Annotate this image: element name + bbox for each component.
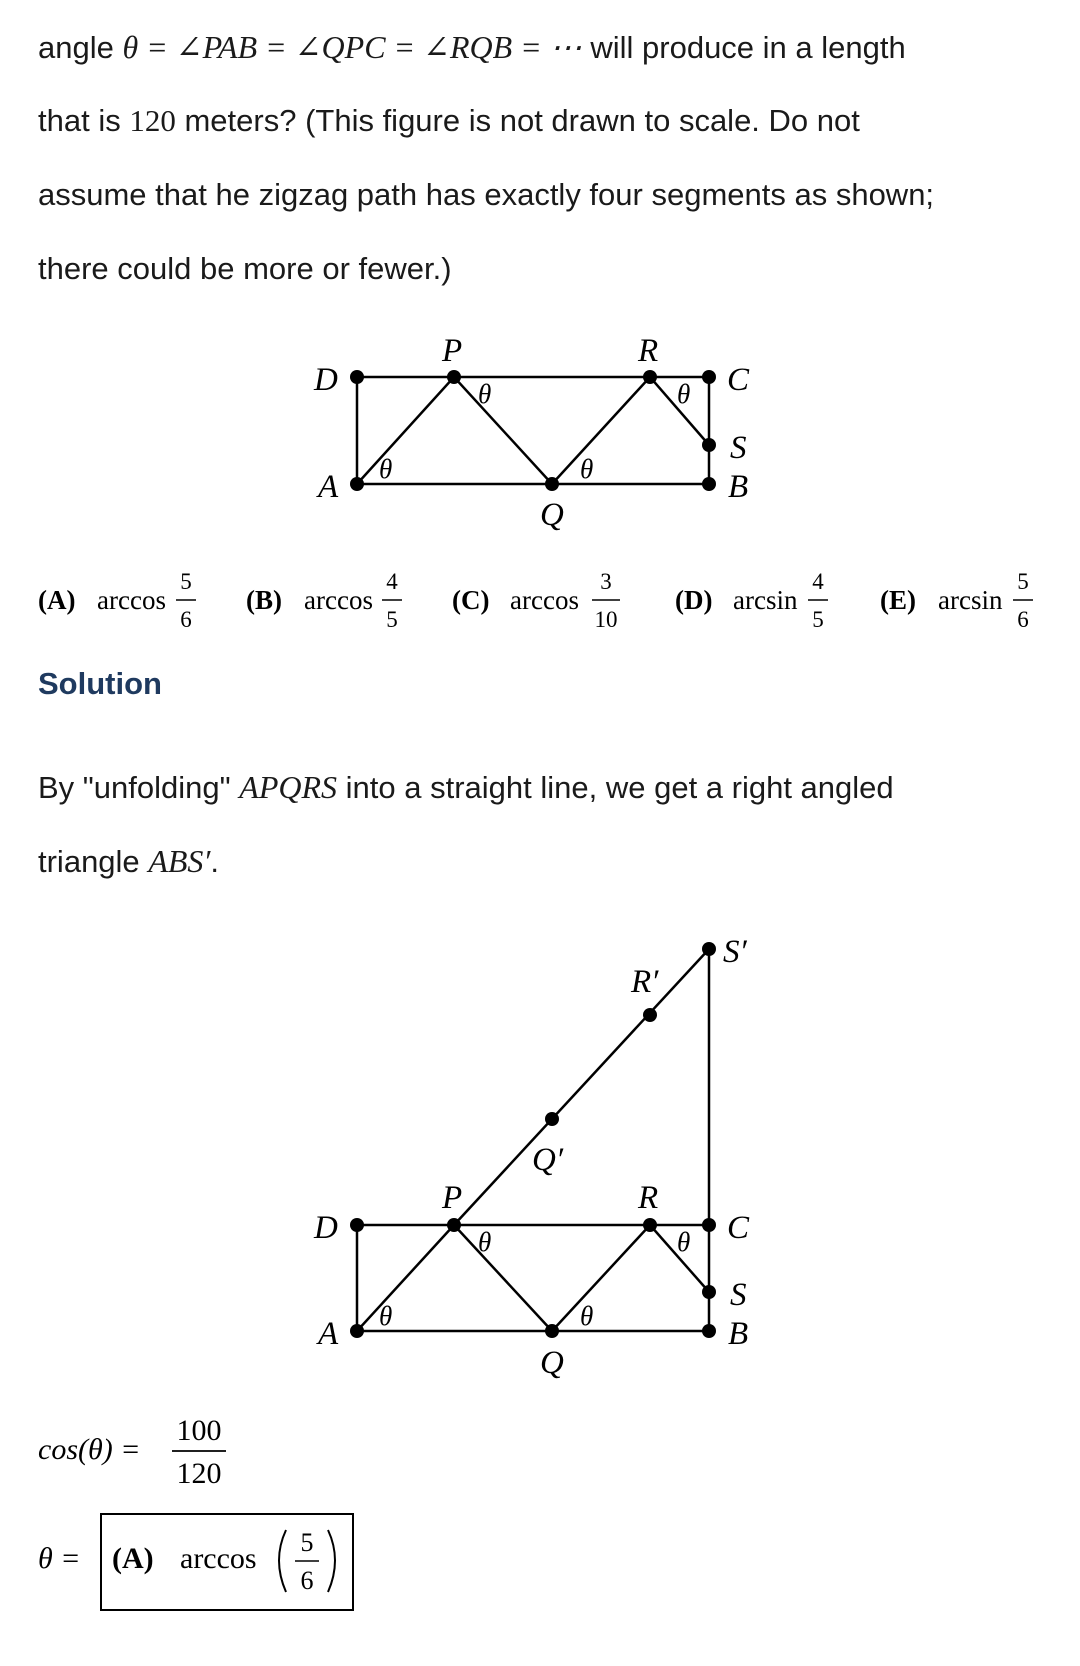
cos-denominator: 120: [176, 1457, 222, 1490]
choice-denominator: 5: [386, 607, 398, 632]
solution-line-1: [38, 750, 1048, 825]
label-D: D: [314, 1210, 338, 1246]
choice-numerator: 5: [1017, 569, 1029, 594]
theta-label: θ: [478, 1227, 492, 1257]
solution-text: By "unfolding": [38, 770, 231, 805]
choice-letter: (B): [246, 585, 282, 615]
problem-text: will produce in a length: [590, 30, 906, 65]
path-name: APQRS: [239, 769, 338, 805]
segment-AP: [357, 1225, 454, 1331]
segment-QR: [552, 1225, 650, 1331]
choice-B: [246, 569, 402, 632]
point-R: [643, 1218, 657, 1232]
problem-text: meters? (This figure is not drawn to scale. Do not: [184, 103, 860, 138]
choice-denominator: 10: [594, 607, 618, 632]
segment-QR: [552, 377, 650, 484]
choice-E: [880, 569, 1033, 632]
label-D: D: [314, 362, 338, 398]
choice-numerator: 5: [180, 569, 192, 594]
label-Q: Q: [540, 497, 564, 533]
theta-label: θ: [677, 379, 691, 409]
segment-PQ: [454, 377, 552, 484]
choice-denominator: 6: [180, 607, 192, 632]
cos-equation: [38, 1414, 226, 1490]
point-R: [643, 370, 657, 384]
choice-letter: (A): [38, 585, 76, 615]
point-Q: [545, 1324, 559, 1338]
choice-numerator: 4: [812, 569, 824, 594]
label-R-prime: R′: [631, 964, 659, 1000]
point-A: [350, 477, 364, 491]
point-S-prime: [702, 942, 716, 956]
label-A: A: [318, 1316, 339, 1352]
choice-letter: (D): [675, 585, 713, 615]
choice-denominator: 6: [1017, 607, 1029, 632]
segment-P-S-prime: [454, 949, 709, 1225]
point-S: [702, 438, 716, 452]
point-D: [350, 370, 364, 384]
label-A: A: [318, 469, 339, 505]
choice-numerator: 4: [386, 569, 398, 594]
solution-line-2: [38, 824, 1048, 899]
theta-label: θ: [677, 1227, 691, 1257]
label-Q-prime: Q′: [532, 1142, 564, 1178]
segment-AP: [357, 377, 454, 484]
point-Q-prime: [545, 1112, 559, 1126]
label-P: P: [442, 1180, 463, 1216]
problem-line-4: there could be more or fewer.): [38, 251, 452, 286]
answer-function: arccos: [180, 1542, 257, 1575]
choice-function: arcsin: [938, 585, 1003, 615]
segment-PQ: [454, 1225, 552, 1331]
choice-function: arccos: [510, 585, 579, 615]
point-B: [702, 477, 716, 491]
choice-letter: (C): [452, 585, 490, 615]
label-B: B: [728, 1316, 749, 1352]
point-C: [702, 370, 716, 384]
point-B: [702, 1324, 716, 1338]
choice-function: arccos: [97, 585, 166, 615]
choice-D: [675, 569, 828, 632]
choice-numerator: 3: [600, 569, 612, 594]
choice-denominator: 5: [812, 607, 824, 632]
figure-1: [357, 377, 709, 484]
answer-denominator: 6: [300, 1566, 314, 1595]
point-A: [350, 1324, 364, 1338]
label-C: C: [727, 362, 750, 398]
label-Q: Q: [540, 1345, 564, 1381]
point-P: [447, 1218, 461, 1232]
point-D: [350, 1218, 364, 1232]
theta-label: θ: [580, 454, 594, 484]
label-R: R: [638, 333, 659, 369]
solution-heading: Solution: [38, 666, 162, 701]
choice-function: arcsin: [733, 585, 798, 615]
length-value: 120: [129, 103, 176, 138]
choice-function: arccos: [304, 585, 373, 615]
label-R: R: [638, 1180, 659, 1216]
point-R-prime: [643, 1008, 657, 1022]
label-S: S: [730, 430, 747, 466]
triangle-name: ABS′: [148, 843, 211, 879]
label-P: P: [442, 333, 463, 369]
figure-2-labels: [313, 934, 750, 1381]
problem-line-3: assume that he zigzag path has exactly four segments as shown;: [38, 177, 935, 212]
cos-lhs: cos(θ) =: [38, 1433, 141, 1466]
theta-label: θ: [478, 379, 492, 409]
answer-letter: (A): [112, 1542, 154, 1575]
label-C: C: [727, 1210, 750, 1246]
choice-C: [452, 569, 620, 632]
answer-choices: [38, 569, 1033, 632]
point-Q: [545, 477, 559, 491]
point-C: [702, 1218, 716, 1232]
solution-text: into a straight line, we get a right angled: [345, 770, 894, 805]
choice-A: [38, 569, 196, 632]
cos-numerator: 100: [176, 1414, 222, 1447]
label-S: S: [730, 1277, 747, 1313]
left-paren: [279, 1530, 286, 1592]
right-paren: [328, 1530, 335, 1592]
choice-letter: (E): [880, 585, 916, 615]
problem-text: angle: [38, 30, 114, 65]
theta-label: θ: [580, 1301, 594, 1331]
label-S-prime: S′: [723, 934, 747, 970]
figure-1-labels: [313, 333, 750, 533]
point-S: [702, 1285, 716, 1299]
theta-label: θ: [379, 454, 393, 484]
solution-text: .: [210, 844, 220, 879]
label-B: B: [728, 469, 749, 505]
angle-equation: θ = ∠PAB = ∠QPC = ∠RQB = ⋯: [122, 29, 582, 65]
problem-text: that is: [38, 103, 121, 138]
theta-label: θ: [379, 1301, 393, 1331]
theta-lhs: θ =: [38, 1542, 81, 1575]
point-P: [447, 370, 461, 384]
answer-numerator: 5: [300, 1528, 314, 1557]
figure-2: [357, 949, 709, 1331]
solution-text: triangle: [38, 844, 140, 879]
theta-equation: [38, 1514, 353, 1610]
